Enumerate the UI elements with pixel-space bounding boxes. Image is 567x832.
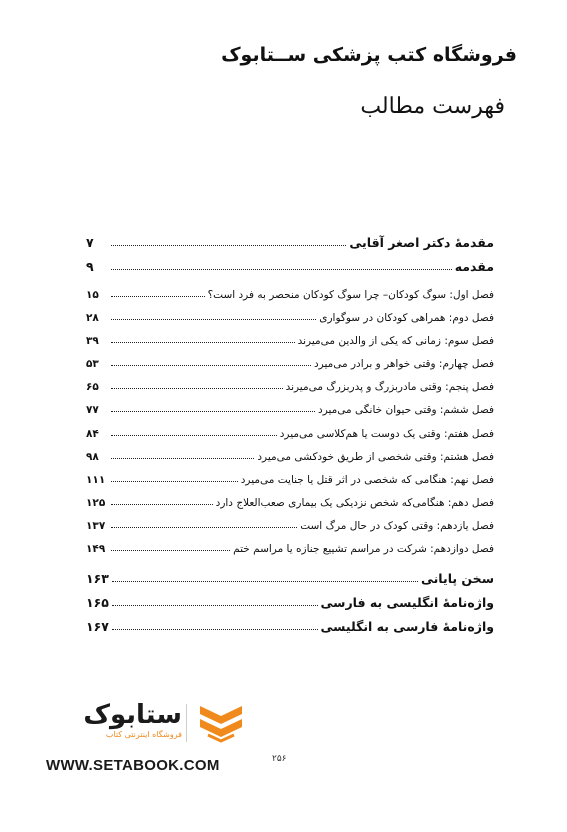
toc-page-number: ۱۲۵	[86, 496, 106, 509]
toc-page-number: ۷	[86, 235, 94, 250]
dot-leader	[111, 296, 205, 297]
toc-row[interactable]	[86, 351, 494, 370]
toc-entry-label: فصل چهارم: وقتی خواهر و برادر می‌میرد	[313, 358, 494, 371]
toc-page-number: ۶۵	[86, 381, 99, 394]
toc-entry-label: واژه‌نامهٔ فارسی به انگلیسی	[320, 619, 494, 635]
dot-leader	[111, 411, 315, 412]
toc-page-number: ۱۶۵	[86, 595, 109, 611]
book-chevron-icon	[196, 700, 246, 744]
toc-entry-label: فصل هشتم: وقتی شخصی از طریق خودکشی می‌میرد	[257, 450, 494, 463]
toc-row[interactable]	[86, 590, 494, 610]
dot-leader	[112, 581, 418, 582]
toc-entry-label: فصل دوم: همراهی کودکان در سوگواری	[319, 312, 494, 325]
dot-leader	[111, 342, 295, 343]
toc-entry-label: فصل اول: سوگ کودکان– چرا سوگ کودکان منحصر به فرد است؟	[207, 289, 494, 301]
site-url[interactable]: WWW.SETABOOK.COM	[46, 757, 220, 774]
toc-row[interactable]	[86, 490, 494, 509]
toc-entry-label: فصل دهم: هنگامی‌که شخص نزدیکی یک بیماری صعب‌العلاج دارد	[215, 496, 494, 509]
toc-entry-label: واژه‌نامهٔ انگلیسی به فارسی	[320, 595, 494, 611]
page-title: فهرست مطالب	[360, 94, 505, 119]
toc-page-number: ۱۶۳	[86, 571, 109, 587]
dot-leader	[111, 481, 238, 482]
toc-page-number: ۸۴	[86, 427, 99, 440]
dot-leader	[112, 605, 318, 606]
toc-row[interactable]	[86, 305, 494, 324]
toc-row[interactable]	[86, 566, 494, 586]
toc-page-number: ۱۵	[86, 289, 99, 301]
toc-row[interactable]	[86, 444, 494, 463]
dot-leader	[111, 504, 213, 505]
toc-row[interactable]	[86, 328, 494, 347]
toc-row[interactable]	[86, 397, 494, 416]
dot-leader	[111, 388, 283, 389]
dot-leader	[111, 458, 254, 459]
dot-leader	[111, 435, 277, 436]
dot-leader	[111, 245, 346, 246]
toc-entry-label: فصل ششم: وقتی حیوان خانگی می‌میرد	[318, 404, 494, 417]
toc-page-number: ۲۸	[86, 312, 99, 325]
toc-page-number: ۹	[86, 259, 94, 274]
toc-entry-label: فصل یازدهم: وقتی کودک در حال مرگ است	[300, 519, 494, 532]
toc-entry-label: فصل نهم: هنگامی که شخصی در اثر قتل یا جنایت می‌میرد	[240, 473, 494, 486]
dot-leader	[111, 527, 297, 528]
toc-page-number: ۵۳	[86, 358, 99, 371]
table-of-contents	[86, 230, 494, 638]
toc-entry-label: فصل سوم: زمانی که یکی از والدین می‌میرند	[297, 335, 494, 348]
logo-name: ستابوک	[83, 700, 182, 730]
toc-row[interactable]	[86, 467, 494, 486]
store-title: فروشگاه کتب پزشکی ســتابوک	[221, 44, 517, 66]
page-number: ۲۵۶	[272, 754, 287, 764]
toc-page-number: ۹۸	[86, 450, 99, 463]
logo-divider	[186, 704, 187, 742]
toc-entry-label: فصل پنجم: وقتی مادربزرگ و پدربزرگ می‌میرند	[285, 381, 494, 394]
toc-row[interactable]	[86, 614, 494, 634]
toc-row[interactable]	[86, 374, 494, 393]
setabook-logo[interactable]	[46, 700, 246, 750]
toc-page-number: ۱۱۱	[86, 473, 106, 486]
toc-entry-label: سخن پایانی	[420, 571, 494, 587]
toc-row[interactable]	[86, 536, 494, 555]
dot-leader	[111, 269, 452, 270]
logo-subtitle: فروشگاه اینترنتی کتاب	[105, 730, 182, 739]
toc-page-number: ۱۶۷	[86, 619, 109, 635]
toc-row[interactable]	[86, 513, 494, 532]
dot-leader	[111, 319, 316, 320]
toc-page-number: ۱۴۹	[86, 543, 106, 556]
toc-entry-label: مقدمهٔ دکتر اصغر آقایی	[349, 235, 494, 250]
toc-row[interactable]	[86, 230, 494, 250]
toc-entry-label: مقدمه	[454, 259, 494, 274]
toc-page-number: ۷۷	[86, 404, 99, 417]
toc-entry-label: فصل هفتم: وقتی یک دوست یا هم‌کلاسی می‌میرد	[279, 427, 494, 440]
dot-leader	[112, 629, 318, 630]
dot-leader	[111, 365, 311, 366]
dot-leader	[111, 550, 230, 551]
toc-entry-label: فصل دوازدهم: شرکت در مراسم تشییع جنازه یا مراسم ختم	[233, 543, 494, 556]
toc-row[interactable]	[86, 282, 494, 301]
toc-page-number: ۳۹	[86, 335, 99, 348]
toc-page-number: ۱۳۷	[86, 519, 106, 532]
toc-row[interactable]	[86, 254, 494, 274]
toc-row[interactable]	[86, 421, 494, 440]
